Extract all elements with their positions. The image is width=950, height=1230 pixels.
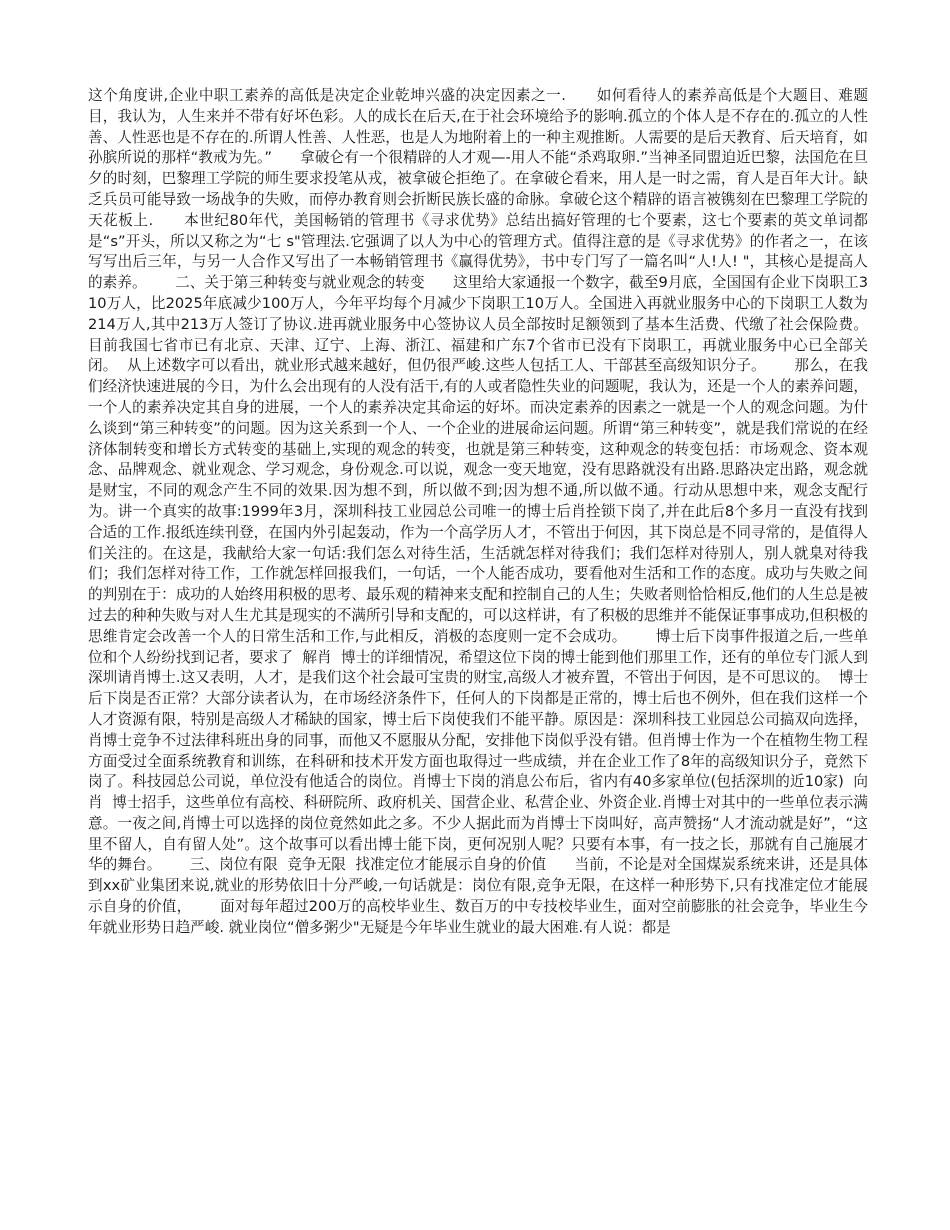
document-page [88, 86, 878, 939]
body-paragraph: 这个角度讲,企业中职工素养的高低是决定企业乾坤兴盛的决定因素之一. 如何看待人的素养高低是个大题目、难题目，我认为，人生来并不带有好坏色彩。人的成长在后天,在于社会环境给予的影响.孤立的个体人是不存在的.孤立的人性善、人性恶也是不存在的.所谓人性善、人性恶，也是人为地附着上的一种主观推断。人需要的是后天教育、后天培育，如孙膑所说的那样“教戒为先。” 拿破仑有一个很精辟的人才观—-用人不能“杀鸡取卵.”当神圣同盟迫近巴黎，法国危在旦夕的时刻，巴黎理工学院的师生要求投笔从戎，被拿破仑拒绝了。在拿破仑看来，用人是一时之需，育人是百年大计。缺乏兵员可能导致一场战争的失败，而停办教育则会折断民族长盛的命脉。拿破仑这个精辟的语言被镌刻在巴黎理工学院的天花板上. 本世纪80年代，美国畅销的管理书《寻求优势》总结出搞好管理的七个要素，这七个要素的英文单词都是“s”开头，所以又称之为“七 s"管理法.它强调了以人为中心的管理方式。值得注意的是《寻求优势》的作者之一，在该写写出后三年，与另一人合作又写出了一本畅销管理书《赢得优势》，书中专门写了一篇名叫“人!人! "，其核心是提高人的素养。 二、关于第三种转变与就业观念的转变 这里给大家通报一个数字，截至9月底，全国国有企业下岗职工310万人，比2025年底减少100万人，今年平均每个月减少下岗职工10万人。全国进入再就业服务中心的下岗职工人数为214万人,其中213万人签订了协议.进再就业服务中心签协议人员全部按时足额领到了基本生活费、代缴了社会保险费。 目前我国七省市已有北京、天津、辽宁、上海、浙江、福建和广东7个省市已没有下岗职工，再就业服务中心已全部关闭。 从上述数字可以看出，就业形式越来越好，但仍很严峻.这些人包括工人、干部甚至高级知识分子。 那么，在我们经济快速进展的今日，为什么会出现有的人没有活干,有的人或者隐性失业的问题呢，我认为，还是一个人的素养问题，一个人的素养决定其自身的进展，一个人的素养决定其命运的好坏。而决定素养的因素之一就是一个人的观念问题。为什么谈到“第三种转变”的问题。因为这关系到一个人、一个企业的进展命运问题。所谓“第三种转变”，就是我们常说的在经济体制转变和增长方式转变的基础上,实现的观念的转变，也就是第三种转变，这种观念的转变包括：市场观念、资本观念、品牌观念、就业观念、学习观念，身份观念.可以说，观念一变天地宽，没有思路就没有出路.思路决定出路，观念就是财宝，不同的观念产生不同的效果.因为想不到，所以做不到;因为想不通,所以做不通。行动从思想中来，观念支配行为。讲一个真实的故事:1999年3月，深圳科技工业园总公司唯一的博士后肖拴锁下岗了,并在此后8个多月一直没有找到合适的工作.报纸连续刊登，在国内外引起轰动，作为一个高学历人才，不管出于何因，其下岗总是不同寻常的，是值得人们关注的。在这是，我献给大家一句话:我们怎么对待生活，生活就怎样对待我们；我们怎样对待别人，别人就臬对待我们；我们怎样对待工作，工作就怎样回报我们，一句话，一个人能否成功，要看他对生活和工作的态度。成功与失败之间的判别在于：成功的人始终用积极的思考、最乐观的精神来支配和控制自己的人生；失败者则恰恰相反,他们的人生总是被过去的种种失败与对人生尤其是现实的不满所引导和支配的，可以这样讲，有了积极的思维并不能保证事事成功,但积极的思维肯定会改善一个人的日常生活和工作,与此相反，消极的态度则一定不会成功。 博士后下岗事件报道之后,一些单位和个人纷纷找到记者，要求了 解肖 博士的详细情况，希望这位下岗的博士能到他们那里工作，还有的单位专门派人到深圳请肖博士.这又表明，人才，是我们这个社会最可宝贵的财宝,高级人才被弃置，不管出于何因，是不可思议的。 博士后下岗是否正常？大部分读者认为，在市场经济条件下，任何人的下岗都是正常的，博士后也不例外，但在我们这样一个人才资源有限，特别是高级人才稀缺的国家，博士后下岗使我们不能平静。原因是：深圳科技工业园总公司搞双向选择，肖博士竞争不过法律科班出身的同事，而他又不愿服从分配，安排他下岗似乎没有错。但肖博士作为一个在植物生物工程方面受过全面系统教育和训练，在科研和技术开发方面也取得过一些成绩，并在企业工作了8年的高级知识分子，竟然下岗了。科技园总公司说，单位没有他适合的岗位。肖博士下岗的消息公布后，省内有40多家单位(包括深圳的近10家) 向肖 博士招手，这些单位有高校、科研院所、政府机关、国营企业、私营企业、外资企业.肖博士对其中的一些单位表示满意。一夜之间,肖博士可以选择的岗位竟然如此之多。不少人据此而为肖博士下岗叫好，高声赞扬“人才流动就是好”，“这里不留人，自有留人处”。这个故事可以看出博士能下岗，更何况别人呢？只要有本事，有一技之长，那就有自己施展才华的舞台。 三、岗位有限 竞争无限 找准定位才能展示自身的价值 当前，不论是对全国煤炭系统来讲，还是具体到xx矿业集团来说,就业的形势依旧十分严峻,一句话就是：岗位有限,竞争无限，在这样一种形势下,只有找准定位才能展示自身的价值， 面对每年超过200万的高校毕业生、数百万的中专技校毕业生，面对空前膨胀的社会竞争，毕业生今年就业形势日趋严峻. 就业岗位“僧多粥少"无疑是今年毕业生就业的最大困难.有人说：都是 [88, 87, 878, 936]
